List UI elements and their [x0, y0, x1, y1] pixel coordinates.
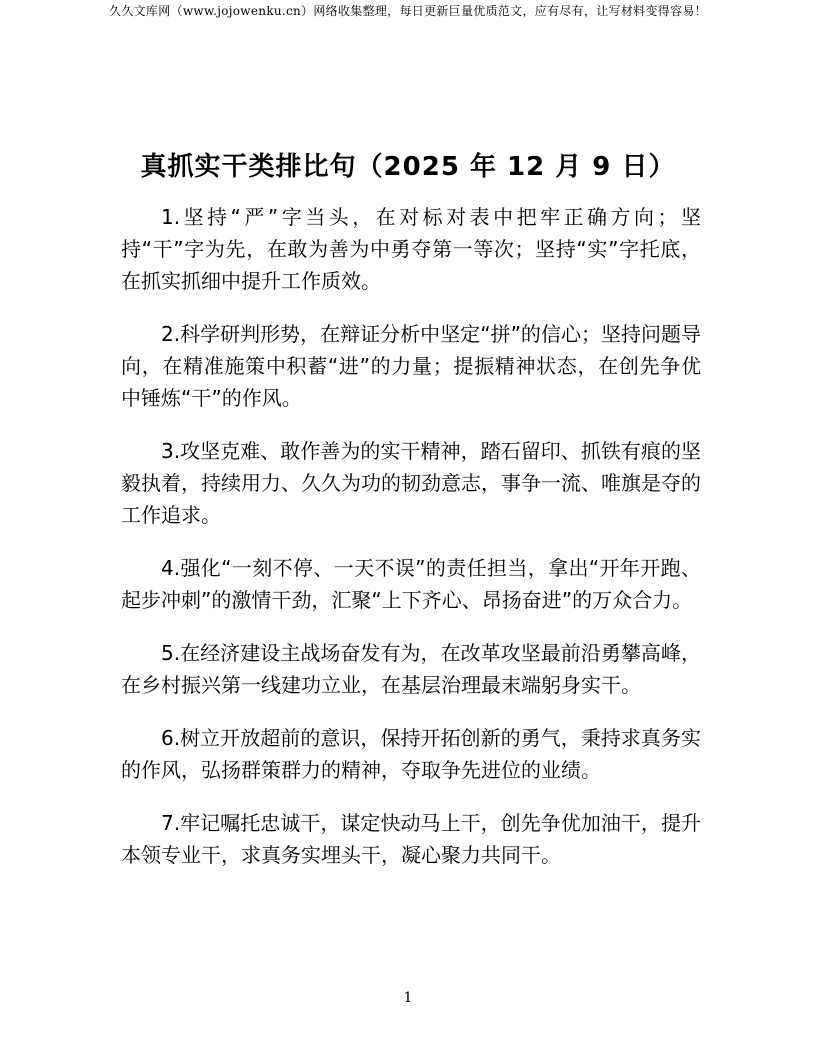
document-body	[121, 201, 701, 892]
document-title: 真抓实干类排比句（2025 年 12 月 9 日）	[140, 152, 676, 182]
paragraph-1: 1.坚持“严”字当头，在对标对表中把牢正确方向；坚持“干”字为先，在敢为善为中勇夺第一等次；坚持“实”字托底，在抓实抓细中提升工作质效。	[121, 205, 701, 293]
paragraph-7: 7.牢记嘱托忠诚干，谋定快动马上干，创先争优加油干，提升本领专业干，求真务实埋头干，凝心聚力共同干。	[121, 811, 701, 867]
paragraph-3: 3.攻坚克难、敢作善为的实干精神，踏石留印、抓铁有痕的坚毅执着，持续用力、久久为功的韧劲意志，事争一流、唯旗是夺的工作追求。	[121, 439, 701, 527]
paragraph-6: 6.树立开放超前的意识，保持开拓创新的勇气，秉持求真务实的作风，弘扬群策群力的精神，夺取争先进位的业绩。	[121, 726, 701, 782]
paragraph-5: 5.在经济建设主战场奋发有为，在改革攻坚最前沿勇攀高峰，在乡村振兴第一线建功立业，在基层治理最末端躬身实干。	[121, 641, 701, 697]
page-number: 1	[403, 990, 413, 1006]
paragraph-2: 2.科学研判形势，在辩证分析中坚定“拼”的信心；坚持问题导向，在精准施策中积蓄“进”的力量；提振精神状态，在创先争优中锤炼“干”的作风。	[121, 322, 701, 410]
paragraph-4: 4.强化“一刻不停、一天不误”的责任担当，拿出“开年开跑、起步冲刺”的激情干劲，汇聚“上下齐心、昂扬奋进”的万众合力。	[121, 556, 701, 612]
site-header-note: 久久文库网（www.jojowenku.cn）网络收集整理，每日更新巨量优质范文，应有尽有，让写材料变得容易！	[109, 4, 707, 18]
